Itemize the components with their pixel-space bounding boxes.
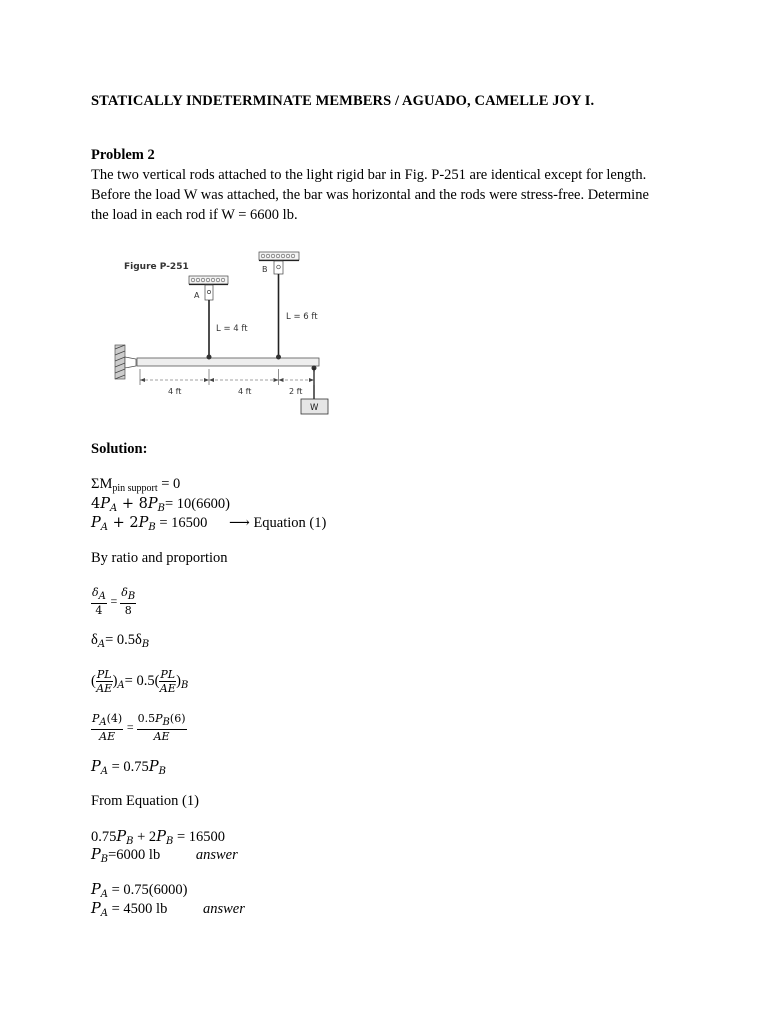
length-b: L = 6 ft [286,312,318,322]
pa-calculation: $P_A = 0.75(6000)$ [91,882,188,900]
pa-pb-relation: $P_A = 0.75P_B$ [91,759,166,777]
problem-line-2: Before the load W was attached, the bar was horizontal and the rods were stress-free. Determine [91,187,649,203]
problem-heading: Problem 2 [91,147,155,163]
load-label: W [310,403,319,413]
pin-b [276,355,281,360]
moment-equation: $4P_A + 8P_B= 10(6600)$ [91,496,230,514]
pl-ae-relation: ( $\frac{PL}{AE}$ )$_A= 0.5$( $\frac{PL}{AE}$ )$_B$ [91,668,189,695]
moment-sum-equation: $\Sigma M_{pin support} = 0$ [91,476,181,494]
pin-a [207,355,212,360]
label-a: A [194,291,200,300]
figure-caption: Figure P-251 [124,262,189,272]
dimension-lines [140,369,314,385]
problem-statement [91,165,691,225]
rigid-bar [137,358,319,366]
substitution-line: $0.75P_B + 2P_B = 16500$ [91,829,225,847]
dimension-1: 4 ft [168,387,182,396]
pa-answer-line: $P_A = 4500$ lb answer [91,901,245,919]
label-b: B [262,265,268,274]
problem-line-1: The two vertical rods attached to the light rigid bar in Fig. P-251 are identical except for length. [91,167,647,183]
figure-p251 [110,245,350,420]
problem-line-3: the load in each rod if W = 6600 lb. [91,207,298,223]
length-a: L = 4 ft [216,324,248,334]
dimension-3: 2 ft [289,387,303,396]
equation-1: $P_A + 2P_B = 16500$ ⟶ Equation (1) [91,515,327,533]
answer-label-pb: answer [195,847,238,863]
deflection-relation: $\delta_A= 0.5\delta_B$ [91,632,150,650]
from-equation-text: From Equation (1) [91,793,199,809]
answer-label-pa: answer [202,901,245,917]
ratio-text: By ratio and proportion [91,550,228,566]
dimension-2: 4 ft [238,387,252,396]
solution-heading: Solution: [91,441,148,457]
pb-answer-line: $P_B=6000$ lb answer [91,847,238,865]
page-title: STATICALLY INDETERMINATE MEMBERS / AGUADO, CAMELLE JOY I. [91,93,595,109]
substituted-relation: $\frac{P_A(4)}{AE}$ = $\frac{0.5P_B(6)}{AE}$ [92,712,186,743]
deflection-ratio: $\frac{\delta_A}{4}$ = $\frac{\delta_B}{8}$ [92,586,136,617]
